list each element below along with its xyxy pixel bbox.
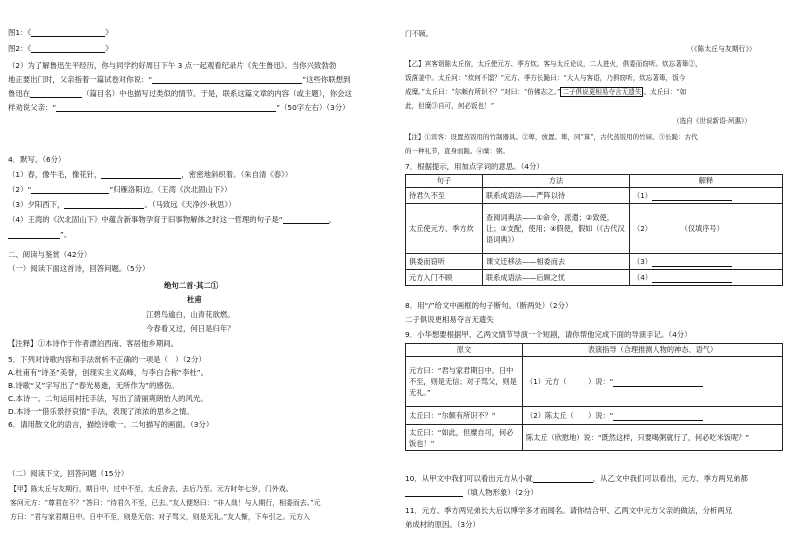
fill-line-1: 图1：《 》 [8,28,113,37]
q9-row3-original: 太丘曰：“如此，但糜自可，何必饭也！” [406,425,523,451]
q4-title: 4．默写。（6分） [8,155,66,164]
yi-line-3: 成糜。”太丘曰：“尔颇有所识不？”对曰：“仿佛志之。” 二子俱说更相易夺言无遗失 。太丘曰：“如 [405,88,687,96]
q7-row3-sentence: 俱委而窃听 [406,254,483,270]
q2-answer-blank[interactable] [56,104,276,112]
right-column [397,0,794,560]
blank[interactable] [64,201,144,209]
fill-line-2: 图2：《 》 [8,44,113,53]
q7-header-explain: 解释 [630,175,783,188]
poem-title: 绝句二首·其二① [164,281,219,290]
q10-line-2: （填人物形象）（2分） [405,488,538,497]
q5-stem: 5．下列对诗歌内容和手法赏析不正确的一项是（ ）（2分） [8,355,206,364]
q9-row2-guide[interactable]: （2）陈太丘（ ）说：“ [523,407,783,425]
q4-item-3: （3）夕阳西下， 。（马致远《天净沙·秋思》） [8,200,236,209]
q9-header-guide: 表演指导（合理推测人物的神态、语气） [523,344,783,357]
blank[interactable] [31,45,105,53]
q7-row4-answer[interactable]: （4） [630,270,783,286]
blank[interactable] [8,231,60,239]
section-2-1-title: （一）阅读下面这首诗，回答问题。（5分） [8,264,150,273]
q5-option-a[interactable]: A.杜甫有“诗圣”美誉，创现实主义高峰，与李白合称“李杜”。 [8,368,208,377]
section-2-title: 二、阅读与鉴赏（42分） [8,250,92,259]
boxed-sentence: 二子俱说更相易夺言无遗失 [562,88,642,96]
source-2: （选自《世说新语·夙惠》） [673,117,751,125]
q7-header-method: 方法 [483,175,630,188]
q7-row1-method: 联系成语法——严阵以待 [483,188,630,204]
q8-sentence[interactable]: 二子俱说更相易夺言无遗失 [405,315,494,324]
q9-row1-original: 元方曰：“君与家君期日中。日中不至，则是无信；对子骂父，则是无礼。” [406,357,523,407]
q7-row3-method: 课文迁移法——相委而去 [483,254,630,270]
jia-line-1: 【甲】陈太丘与友期行，期日中，过中不至，太丘舍去，去后乃至。元方时年七岁，门外戏。 [10,485,293,493]
q10-line-1: 10．从甲文中我们可以看出元方从小就 ，从乙文中我们可以看出，元方、季方两兄弟都 [405,474,748,483]
poem-note: 【注释】①本诗作于作者漂泊西南、客居他乡期间。 [8,339,178,348]
poem-author: 杜甫 [187,295,202,304]
yi-line-4: 此，但糜③自可，何必饭也！” [405,102,495,110]
q7-table [405,174,783,286]
source-1: （《陈太丘与友期行》） [687,45,756,53]
q11-line-1: 11．元方、季方两兄弟长大后以博学多才而闻名。请你结合甲、乙两文中元方父亲的做法，分析两兄 [405,506,733,515]
poem-line-2: 今春看又过，何日是归年？ [146,324,235,333]
q2-title-blank[interactable] [30,90,82,98]
fill1-label: 图1：《 [8,28,32,37]
q4-item-4-cont: ”。 [8,230,71,239]
blank[interactable] [283,216,329,224]
q6-stem: 6．请用散文化的语言，描绘诗歌一、二句描写的画面。（3分） [8,420,214,429]
blank[interactable] [31,186,109,194]
jia-end: 门不顾。 [405,30,433,38]
section-2-2-title: （二）阅读下文，回答问题（15分） [8,469,129,478]
q7-row2-sentence: 太丘使元方、季方炊 [406,204,483,254]
q7-row2-answer[interactable]: （2） （仅填序号） [630,204,783,254]
q9-row1-guide[interactable]: （1）元方（ ）说：“ [523,357,783,407]
q5-option-b[interactable]: B.诗歌“又”字写出了“春光易逝，无所作为”的感伤。 [8,381,179,390]
note-line-2: 的一种礼节，直身而跪。④糜：粥。 [405,147,509,155]
yi-line-2: 饭落釜中。太丘问：“炊何不馏？”元方、季方长跪曰：“大人与客语，乃俱窃听，炊忘著箄，饭今 [405,74,686,82]
q2-quote-blank[interactable] [152,76,302,84]
q4-item-2: （2）“ ”归雁洛阳边。（王湾《次北固山下》） [8,185,232,194]
q7-stem: 7．根据提示，用加点字词的意思。（4分） [405,162,544,171]
q4-item-4: （4）王湾的《次北固山下》中蕴含新事物孕育于旧事物解体之时这一哲理的句子是“ ， [8,215,337,224]
blank[interactable] [533,475,593,483]
q2-line-1: （2）为了解鲁迅生平经历，你与同学约好周日下午 3 点一起观看纪录片《先生鲁迅》。当你兴致勃勃 [8,61,337,70]
q2-line-3: 鲁迅在 （篇目名）中也描写过类似的情节。于是，联系这篇文章的内容（或主题），你会这 [8,89,352,98]
q9-table [405,343,783,451]
q7-row2-method: 查阅词典法——①命令，派遣；②致使，让；③支配，使用；④假使，假如（《古代汉语词典》） [483,204,630,254]
q7-row1-answer[interactable]: （1） [630,188,783,204]
blank[interactable] [31,29,105,37]
q2-line-4: 样劝说父亲：“ ”（50字左右）（3分） [8,103,350,112]
q9-row2-original: 太丘曰：“尔颇有所识不？” [406,407,523,425]
q2-line-2: 地正要出门时，父亲指着一篇试卷对你说：“ ”这些你联想到 [8,75,351,84]
blank[interactable] [405,489,463,497]
q7-row1-sentence: 待君久不至 [406,188,483,204]
jia-line-3: 方曰：“君与家君期日中。日中不至，则是无信；对子骂父，则是无礼。”友人惭，下车引之。元方入 [10,513,310,521]
q7-header-sentence: 句子 [406,175,483,188]
yi-line-1: 【乙】宾客诣陈太丘宿，太丘使元方、季方炊。客与太丘论议，二人进火，俱委而窃听。炊忘著箄②， [405,60,702,68]
q5-option-d[interactable]: D.本诗一“借乐景抒哀情”手法，表现了浓浓的思乡之情。 [8,407,194,416]
poem-line-1: 江碧鸟逾白，山青花欲燃。 [146,310,235,319]
blank[interactable] [101,171,181,179]
q11-line-2: 弟成材的原因。（3分） [405,520,480,529]
q4-item-1: （1）春，像牛毛，像花针， ，密密地斜织着。（朱自清《春》） [8,170,293,179]
q9-header-original: 原文 [406,344,523,357]
q9-row3-guide: 陈太丘（欣慰地）说：“既然这样，只要喝粥就行了，何必吃米饭呢？” [523,425,783,451]
q7-row4-method: 联系成语法——后顾之忧 [483,270,630,286]
q9-stem: 9．小华想要根据甲、乙两文情节导演一个短剧，请你帮他完成下面的导演手记。（4分） [405,330,692,339]
q7-row4-sentence: 元方入门不顾 [406,270,483,286]
jia-line-2: 客问元方：“尊君在不？”答曰：“待君久不至，已去。”友人便怒曰：“非人哉！与人期行，相委而去。”元 [10,499,321,507]
fill2-label: 图2：《 [8,44,32,53]
q8-stem: 8．用“/”给文中画框的句子断句。（断两处）（2分） [405,301,573,310]
note-line-1: 【注】①宾客：设置蒸饭用的竹制器具。②箄，放置。箄，同“算”，古代蒸饭用的竹屉。③长跪：古代 [405,133,698,141]
q5-option-c[interactable]: C.本诗一、二句运用衬托手法，写出了清丽爽朗怡人的风光。 [8,394,208,403]
q7-row3-answer[interactable]: （3） [630,254,783,270]
